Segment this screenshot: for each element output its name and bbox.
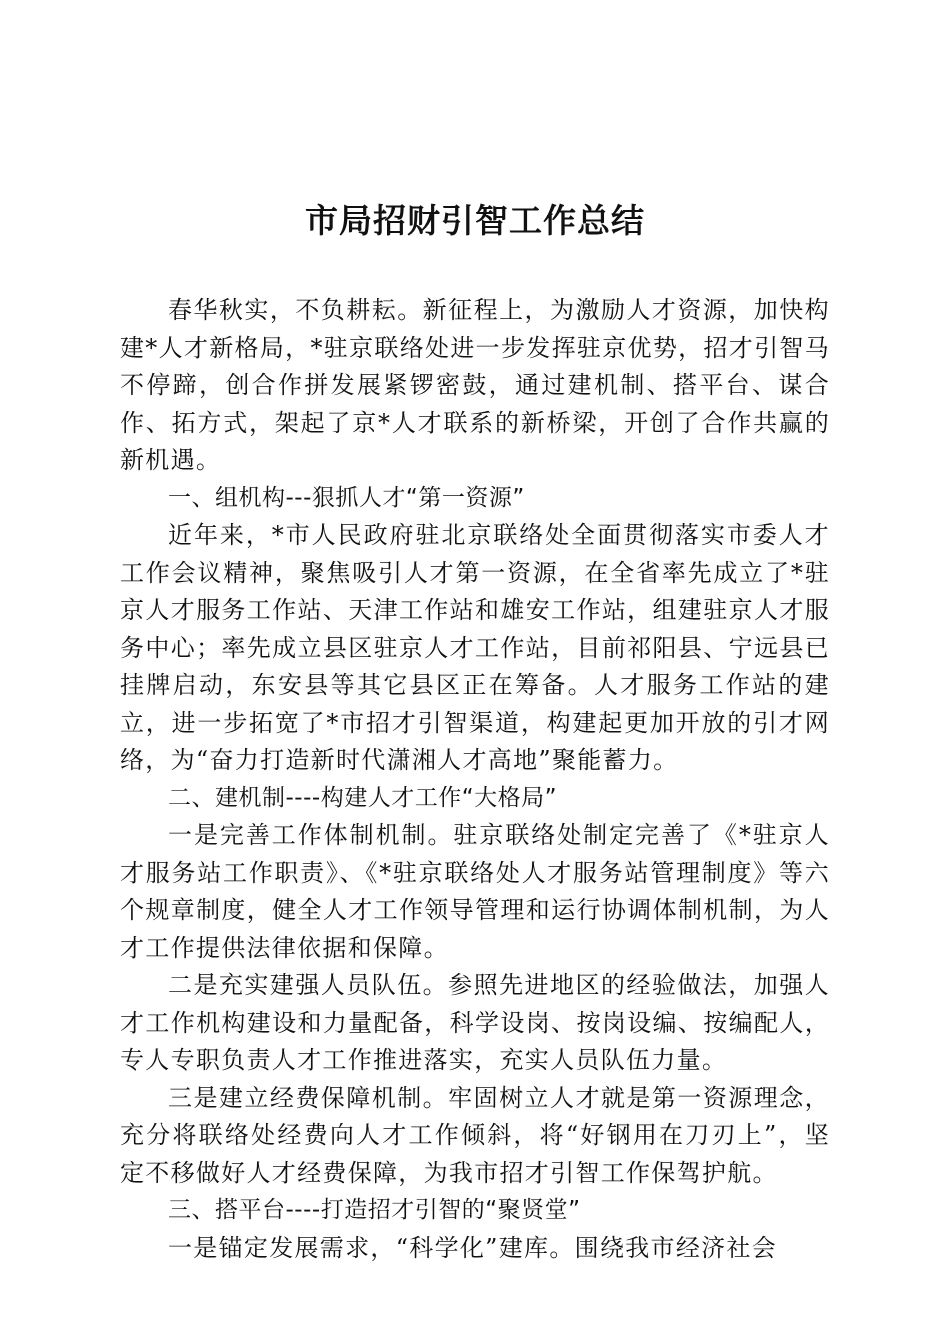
section-2-paragraph-3: 三是建立经费保障机制。牢固树立人才就是第一资源理念，充分将联络处经费向人才工作倾斜，将“好钢用在刀刃上”，坚定不移做好人才经费保障，为我市招才引智工作保驾护航。 — [120, 1083, 830, 1187]
section-3-heading: 三、搭平台----打造招才引智的“聚贤堂” — [168, 1197, 581, 1223]
section-2-paragraph-2: 二是充实建强人员队伍。参照先进地区的经验做法，加强人才工作机构建设和力量配备，科学设岗、按岗设编、按编配人，专人专职负责人才工作推进落实，充实人员队伍力量。 — [120, 971, 830, 1074]
section-1-heading: 一、组机构---狠抓人才“第一资源” — [168, 484, 525, 511]
document-body — [120, 292, 830, 1267]
section-3-paragraph-1: 一是锚定发展需求，“科学化”建库。围绕我市经济社会 — [168, 1233, 778, 1262]
page-title: 市局招财引智工作总结 — [305, 201, 645, 240]
intro-paragraph: 春华秋实，不负耕耘。新征程上，为激励人才资源，加快构建*人才新格局，*驻京联络处进一步发挥驻京优势，招才引智马不停蹄，创合作拼发展紧锣密鼓，通过建机制、搭平台、谋合作、拓方式，架起了京*人才联系的新桥梁，开创了合作共赢的新机遇。 — [120, 296, 830, 474]
section-2-paragraph-1: 一是完善工作体制机制。驻京联络处制定完善了《*驻京人才服务站工作职责》、《*驻京联络处人才服务站管理制度》等六个规章制度，健全人才工作领导管理和运行协调体制机制，为人才工作提供法律依据和保障。 — [120, 821, 830, 962]
section-1-paragraph: 近年来，*市人民政府驻北京联络处全面贯彻落实市委人才工作会议精神，聚焦吸引人才第一资源，在全省率先成立了*驻京人才服务工作站、天津工作站和雄安工作站，组建驻京人才服务中心；率先成立县区驻京人才工作站，目前祁阳县、宁远县已挂牌启动，东安县等其它县区正在筹备。人才服务工作站的建立，进一步拓宽了*市招才引智渠道，构建起更加开放的引才网络，为“奋力打造新时代潇湘人才高地”聚能蓄力。 — [120, 521, 830, 774]
section-2-heading: 二、建机制----构建人才工作“大格局” — [168, 784, 558, 811]
